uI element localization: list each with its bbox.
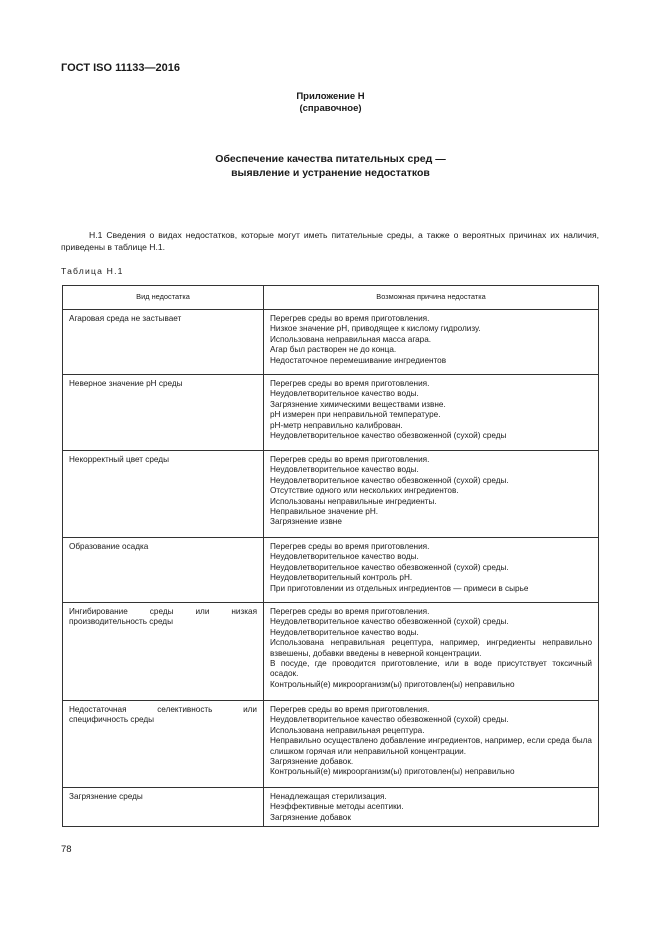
cause-cell (264, 701, 599, 788)
defect-cell (63, 788, 264, 827)
cause-cell (264, 310, 599, 375)
cause-item: Неэффективные методы асептики. (270, 802, 404, 812)
defect-label: Загрязнение среды (69, 792, 143, 801)
table-caption: Таблица Н.1 (61, 266, 124, 276)
cause-item: pH-метр неправильно калиброван. (270, 420, 403, 430)
cause-item: Использована неправильная рецептура, например, ингредиенты неправильно взвешены, добавки введены в неверной концентрации. (270, 638, 592, 658)
section-title (0, 153, 661, 180)
cause-item: Перегрев среды во время приготовления. (270, 542, 430, 551)
cause-item: Использована неправильная рецептура. (270, 725, 425, 735)
cause-cell (264, 603, 599, 701)
cause-item: Неудовлетворительное качество обезвоженной (сухой) среды. (270, 475, 509, 485)
cause-cell (264, 788, 599, 827)
defect-label: Ингибирование среды или низкая производительность среды (69, 607, 257, 627)
cause-cell (264, 375, 599, 451)
defect-label: Недостаточная селективность или специфичность среды (69, 705, 257, 725)
cause-item: Перегрев среды во время приготовления. (270, 314, 430, 323)
cause-item: Перегрев среды во время приготовления. (270, 379, 430, 388)
appendix-title: Приложение Н (296, 91, 365, 102)
defect-cell (63, 603, 264, 701)
column-header-defect: Вид недостатка (63, 286, 264, 310)
cause-item: Загрязнение добавок (270, 812, 351, 822)
column-header-cause: Возможная причина недостатка (264, 286, 599, 310)
intro-paragraph: Н.1 Сведения о видах недостатков, которые могут иметь питательные среды, а также о вероятных причинах их наличия, приведены в таблице Н.1. (61, 230, 599, 252)
defect-cell (63, 375, 264, 451)
appendix-heading (0, 91, 661, 115)
cause-item: Отсутствие одного или нескольких ингредиентов. (270, 486, 459, 496)
cause-item: Перегрев среды во время приготовления. (270, 607, 430, 616)
cause-item: Контрольный(е) микроорганизм(ы) приготовлен(ы) неправильно (270, 767, 515, 777)
table-row (63, 451, 599, 538)
cause-item: pH измерен при неправильной температуре. (270, 410, 441, 420)
defect-label: Образование осадка (69, 542, 149, 551)
cause-item: Использована неправильная масса агара. (270, 334, 432, 344)
defect-cell (63, 310, 264, 375)
cause-cell (264, 538, 599, 603)
table-row (63, 603, 599, 701)
table-row (63, 538, 599, 603)
cause-item: При приготовлении из отдельных ингредиентов — примеси в сырье (270, 583, 529, 593)
standard-code: ГОСТ ISO 11133—2016 (61, 62, 180, 74)
cause-item: Неправильное значение pH. (270, 507, 379, 517)
section-title-line-2: выявление и устранение недостатков (231, 166, 430, 179)
cause-item: Низкое значение pH, приводящее к кислому гидролизу. (270, 324, 481, 334)
defect-cell (63, 701, 264, 788)
cause-item: В посуде, где проводится приготовление, или в воде присутствует токсичный осадок. (270, 659, 592, 679)
cause-item: Неудовлетворительное качество воды. (270, 465, 419, 475)
cause-item: Неудовлетворительное качество воды. (270, 627, 419, 637)
cause-item: Неудовлетворительное качество воды. (270, 552, 419, 562)
cause-item: Неправильно осуществлено добавление ингредиентов, например, если среда была слишком горячая или неправильной концентрации. (270, 736, 592, 756)
defects-table (62, 285, 599, 827)
cause-item: Недостаточное перемешивание ингредиентов (270, 355, 447, 365)
cause-item: Ненадлежащая стерилизация. (270, 792, 387, 801)
cause-item: Неудовлетворительный контроль pH. (270, 573, 413, 583)
table-header-row (63, 286, 599, 310)
defect-label: Неверное значение pH среды (69, 379, 183, 388)
cause-item: Перегрев среды во время приготовления. (270, 705, 430, 714)
cause-item: Неудовлетворительное качество воды. (270, 389, 419, 399)
cause-cell (264, 451, 599, 538)
page-number: 78 (61, 844, 72, 855)
defect-cell (63, 451, 264, 538)
cause-item: Неудовлетворительное качество обезвоженной (сухой) среды. (270, 715, 509, 725)
cause-item: Неудовлетворительное качество обезвоженной (сухой) среды. (270, 562, 509, 572)
table-row (63, 788, 599, 827)
cause-item: Неудовлетворительное качество обезвоженной (сухой) среды (270, 431, 507, 441)
cause-item: Контрольный(е) микроорганизм(ы) приготовлен(ы) неправильно (270, 679, 515, 689)
cause-item: Агар был растворен не до конца. (270, 345, 397, 355)
table-row (63, 375, 599, 451)
defect-label: Агаровая среда не застывает (69, 314, 182, 323)
table-row (63, 310, 599, 375)
cause-item: Загрязнение химическими веществами извне. (270, 399, 446, 409)
cause-item: Загрязнение извне (270, 517, 342, 527)
defect-label: Некорректный цвет среды (69, 455, 169, 464)
cause-item: Загрязнение добавок. (270, 757, 354, 767)
appendix-subtitle: (справочное) (299, 103, 362, 114)
cause-item: Использованы неправильные ингредиенты. (270, 496, 437, 506)
cause-item: Неудовлетворительное качество обезвоженной (сухой) среды. (270, 617, 509, 627)
table-row (63, 701, 599, 788)
section-title-line-1: Обеспечение качества питательных сред — (215, 153, 446, 165)
defect-cell (63, 538, 264, 603)
cause-item: Перегрев среды во время приготовления. (270, 455, 430, 464)
